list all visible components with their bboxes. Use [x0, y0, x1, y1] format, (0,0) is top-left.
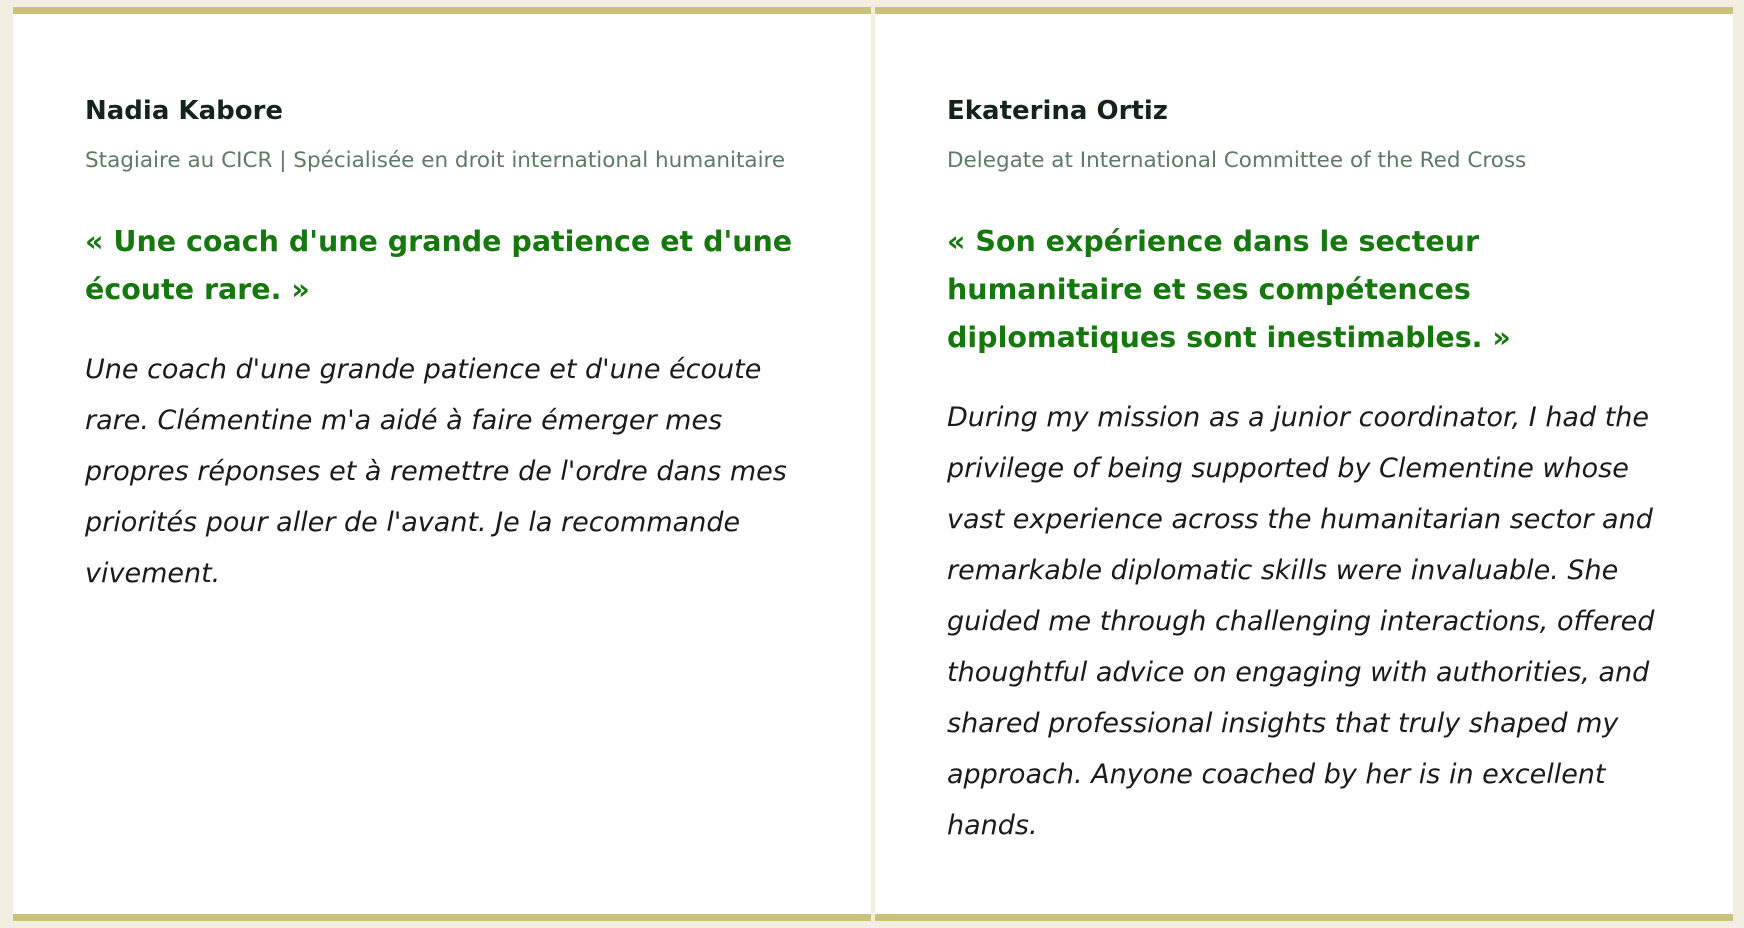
- testimonial-body: Une coach d'une grande patience et d'une écoute rare. Clémentine m'a aidé à faire émerger mes propres réponses et à remettre de l'ordre dans mes priorités pour aller de l'avant. Je la recommande vivement.: [85, 354, 787, 589]
- testimonial-headline: « Une coach d'une grande patience et d'une écoute rare. »: [85, 225, 793, 306]
- author-name: Ekaterina Ortiz: [947, 96, 1168, 126]
- author-role: Delegate at International Committee of the Red Cross: [947, 148, 1527, 173]
- author-name: Nadia Kabore: [85, 96, 284, 126]
- testimonial-headline: « Son expérience dans le secteur humanitaire et ses compétences diplomatiques sont inestimables. »: [947, 225, 1511, 354]
- testimonial-card: [875, 7, 1733, 921]
- author-role: Stagiaire au CICR | Spécialisée en droit international humanitaire: [85, 148, 786, 173]
- testimonial-card: [13, 7, 871, 921]
- testimonial-body: During my mission as a junior coordinator, I had the privilege of being supported by Clementine whose vast experience across the humanitarian sector and remarkable diplomatic skills were invaluable. She guided me through challenging interactions, offered thoughtful advice on engaging with authorities, and shared professional insights that truly shaped my approach. Anyone coached by her is in excellent hands.: [947, 402, 1655, 841]
